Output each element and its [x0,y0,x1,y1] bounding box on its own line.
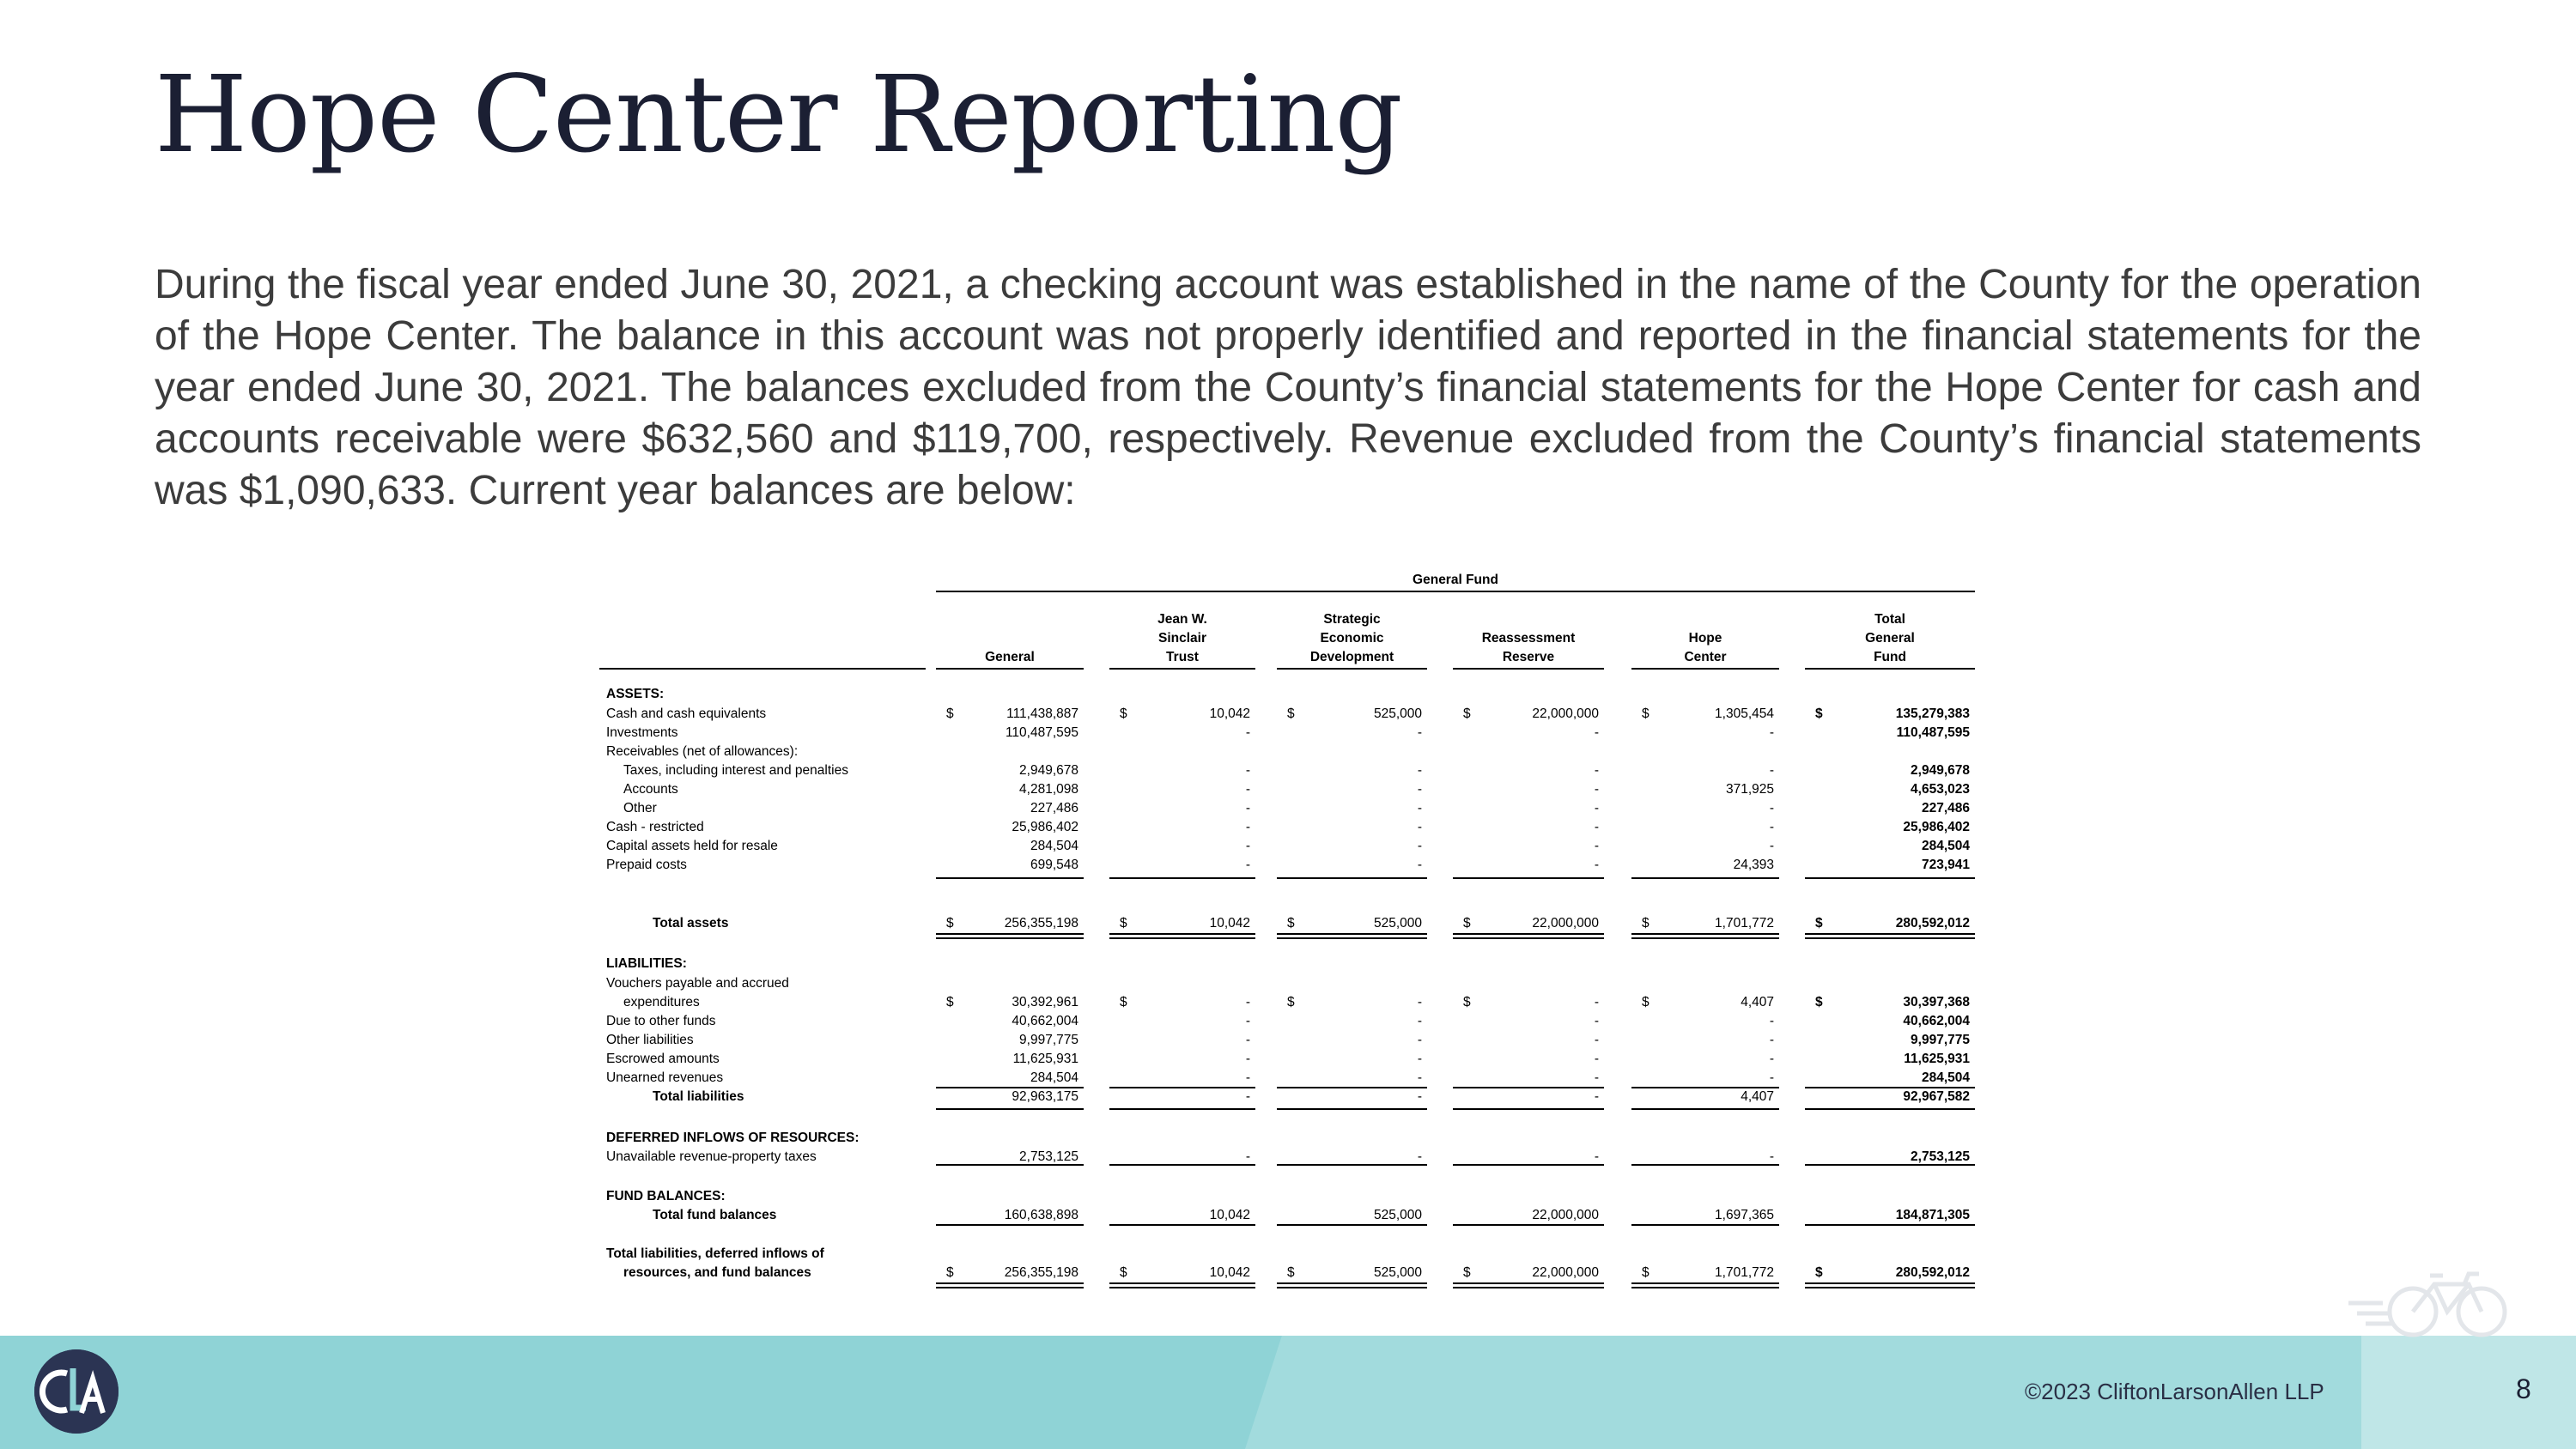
cell-value: 227,486 [1921,801,1970,815]
cell-value: 1,305,454 [1715,706,1774,721]
total-rule [1109,1108,1255,1110]
cell-value: - [1417,1070,1422,1085]
cell-value: 227,486 [1030,801,1078,815]
cell-value: - [1769,1149,1774,1164]
cell-value: 11,625,931 [1904,1052,1970,1066]
subtotal-rule [1277,1164,1427,1166]
cell-value: - [1417,1033,1422,1047]
cell-value: - [1769,1052,1774,1066]
cell-value: 2,753,125 [1911,1149,1970,1164]
dollar-sign: $ [1120,995,1127,1009]
subtotal-rule [1277,1087,1427,1088]
total-double-rule [936,1282,1084,1288]
cell-value: - [1594,782,1599,797]
dollar-sign: $ [946,916,954,931]
cell-value: - [1245,1070,1250,1085]
subtotal-rule [1631,877,1779,879]
subtotal-rule [1453,1224,1604,1226]
cell-value: - [1417,1014,1422,1028]
subtotal-rule [1109,877,1255,879]
cell-value: 135,279,383 [1895,706,1970,721]
cell-value: - [1245,782,1250,797]
cell-value: - [1594,1052,1599,1066]
total-double-rule [1453,933,1604,939]
dollar-sign: $ [1287,916,1295,931]
total-rule [1453,1108,1604,1110]
cell-value: 280,592,012 [1895,1265,1970,1280]
cell-value: 10,042 [1209,1265,1250,1280]
cell-value: - [1417,801,1422,815]
cell-value: - [1417,820,1422,834]
row-label: Total liabilities, deferred inflows of [606,1246,824,1261]
total-rule [936,1108,1084,1110]
subtotal-rule [1805,1087,1975,1088]
column-header-rule [1453,668,1604,670]
total-double-rule [1631,933,1779,939]
column-header: Reassessment [1481,631,1576,646]
dollar-sign: $ [1642,995,1649,1009]
dollar-sign: $ [1287,995,1295,1009]
dollar-sign: $ [1642,1265,1649,1280]
row-label: Other liabilities [606,1033,694,1047]
cell-value: 10,042 [1209,916,1250,931]
row-label: FUND BALANCES: [606,1189,726,1203]
subtotal-rule [1109,1164,1255,1166]
cell-value: 723,941 [1921,858,1970,872]
dollar-sign: $ [946,1265,954,1280]
cell-value: 2,949,678 [1911,763,1970,778]
group-header: General Fund [1413,573,1498,587]
row-label: expenditures [623,995,700,1009]
column-header: Trust [1166,650,1199,664]
cell-value: 40,662,004 [1903,1014,1970,1028]
cell-value: - [1769,763,1774,778]
cell-value: 525,000 [1373,1265,1422,1280]
subtotal-rule [1631,1164,1779,1166]
cell-value: 525,000 [1373,1208,1422,1222]
column-header: Development [1309,650,1394,664]
row-label: Investments [606,725,678,740]
cell-value: 2,949,678 [1019,763,1078,778]
cell-value: 2,753,125 [1019,1149,1078,1164]
cell-value: - [1769,725,1774,740]
cell-value: - [1594,820,1599,834]
cell-value: 525,000 [1373,706,1422,721]
cell-value: - [1769,801,1774,815]
cell-value: - [1417,763,1422,778]
column-header: Center [1684,650,1727,664]
cell-value: 9,997,775 [1911,1033,1970,1047]
dollar-sign: $ [946,706,954,721]
cell-value: 4,653,023 [1911,782,1970,797]
row-label: Other [623,801,657,815]
cell-value: - [1417,725,1422,740]
dollar-sign: $ [1120,706,1127,721]
bicycle-icon [2348,1269,2512,1342]
cell-value: 256,355,198 [1004,1265,1078,1280]
cell-value: 110,487,595 [1005,725,1078,740]
page-number: 8 [2516,1373,2531,1404]
subtotal-rule [936,1224,1084,1226]
cell-value: 10,042 [1209,1208,1250,1222]
cla-logo [34,1349,118,1434]
cell-value: - [1594,801,1599,815]
cell-value: 110,487,595 [1896,725,1970,740]
row-label: resources, and fund balances [623,1265,811,1280]
subtotal-rule [1277,1224,1427,1226]
cell-value: 1,701,772 [1715,916,1774,931]
total-double-rule [1453,1282,1604,1288]
dollar-sign: $ [1815,995,1823,1009]
cell-value: - [1245,1052,1250,1066]
cell-value: - [1245,858,1250,872]
subtotal-rule [1453,1164,1604,1166]
subtotal-rule [1453,877,1604,879]
cell-value: - [1245,839,1250,853]
column-header-rule [936,668,1084,670]
column-header-rule [1805,668,1975,670]
cell-value: - [1594,725,1599,740]
cell-value: 1,701,772 [1715,1265,1774,1280]
cell-value: - [1417,782,1422,797]
copyright: ©2023 CliftonLarsonAllen LLP [2025,1379,2324,1404]
cell-value: 92,963,175 [1012,1089,1078,1104]
row-label: LIABILITIES: [606,956,687,971]
dollar-sign: $ [1463,995,1471,1009]
cell-value: 9,997,775 [1019,1033,1078,1047]
row-label: Total liabilities [653,1089,744,1104]
dollar-sign: $ [1120,1265,1127,1280]
cell-value: 1,697,365 [1715,1208,1774,1222]
cell-value: 256,355,198 [1004,916,1078,931]
subtotal-rule [936,1164,1084,1166]
column-header-rule [1631,668,1779,670]
cell-value: - [1594,1014,1599,1028]
subtotal-rule [1109,1224,1255,1226]
cell-value: - [1594,1089,1599,1104]
column-header: Total [1874,612,1905,627]
total-double-rule [1277,1282,1427,1288]
cell-value: - [1769,1033,1774,1047]
cell-value: 4,407 [1741,995,1774,1009]
cell-value: - [1245,1089,1250,1104]
cell-value: - [1594,858,1599,872]
cell-value: 30,397,368 [1903,995,1970,1009]
column-header: Fund [1874,650,1906,664]
cell-value: - [1769,1070,1774,1085]
cell-value: - [1417,1149,1422,1164]
row-label: Escrowed amounts [606,1052,720,1066]
cell-value: - [1769,839,1774,853]
cell-value: 22,000,000 [1532,1208,1599,1222]
total-double-rule [1277,933,1427,939]
subtotal-rule [1631,1224,1779,1226]
row-label: Prepaid costs [606,858,687,872]
cell-value: 40,662,004 [1012,1014,1078,1028]
column-header: General [985,650,1035,664]
cell-value: - [1245,763,1250,778]
subtotal-rule [1109,1087,1255,1088]
subtotal-rule [1805,1164,1975,1166]
column-header: Hope [1688,631,1722,646]
cell-value: - [1245,1014,1250,1028]
row-label: Unavailable revenue-property taxes [606,1149,817,1164]
cell-value: 284,504 [1030,1070,1078,1085]
cell-value: 280,592,012 [1895,916,1970,931]
subtotal-rule [1631,1087,1779,1088]
cell-value: - [1417,839,1422,853]
cell-value: - [1245,820,1250,834]
cell-value: - [1594,1070,1599,1085]
cell-value: - [1245,725,1250,740]
dollar-sign: $ [946,995,954,1009]
row-label: DEFERRED INFLOWS OF RESOURCES: [606,1131,860,1145]
cell-value: 30,392,961 [1012,995,1078,1009]
column-header: Economic [1320,631,1384,646]
cell-value: - [1245,801,1250,815]
cell-value: 160,638,898 [1004,1208,1078,1222]
cell-value: 22,000,000 [1532,706,1599,721]
total-rule [1277,1108,1427,1110]
column-header-rule [1277,668,1427,670]
cell-value: - [1594,763,1599,778]
subtotal-rule [1805,1224,1975,1226]
cell-value: 11,625,931 [1012,1052,1078,1066]
dollar-sign: $ [1815,706,1823,721]
column-header: Sinclair [1158,631,1206,646]
dollar-sign: $ [1815,1265,1823,1280]
cell-value: - [1417,858,1422,872]
cell-value: - [1417,995,1422,1009]
column-header-rule [1109,668,1255,670]
row-label: Unearned revenues [606,1070,724,1085]
column-header: Jean W. [1157,612,1207,627]
cell-value: 284,504 [1921,1070,1970,1085]
row-label: Receivables (net of allowances): [606,744,799,759]
cell-value: 184,871,305 [1895,1208,1970,1222]
dollar-sign: $ [1463,916,1471,931]
cell-value: 10,042 [1209,706,1250,721]
dollar-sign: $ [1120,916,1127,931]
cell-value: 4,281,098 [1019,782,1078,797]
subtotal-rule [936,1087,1084,1088]
total-double-rule [1109,1282,1255,1288]
slide-paragraph: During the fiscal year ended June 30, 2021, a checking account was established in the name of the County for the operation of the Hope Center. The balance in this account was not properly identified and reported in the financial statements for the year ended June 30, 2021. The balances excluded from the County’s financial statements for the Hope Center for cash and accounts receivable were $632,560 and $119,700, respectively. Revenue excluded from the County’s financial statements was $1,090,633. Current year balances are below: [155,262,2421,513]
dollar-sign: $ [1287,1265,1295,1280]
dollar-sign: $ [1642,706,1649,721]
total-double-rule [1631,1282,1779,1288]
cell-value: 699,548 [1030,858,1078,872]
total-rule [1805,1108,1975,1110]
subtotal-rule [1805,877,1975,879]
row-label: Total assets [653,916,729,931]
cell-value: - [1417,1052,1422,1066]
group-header-rule [936,591,1975,592]
column-header: General [1865,631,1915,646]
cell-value: - [1245,1033,1250,1047]
cell-value: 25,986,402 [1903,820,1970,834]
row-label: Capital assets held for resale [606,839,778,853]
total-double-rule [936,933,1084,939]
cell-value: 111,438,887 [1006,706,1078,721]
slide-title: Hope Center Reporting [155,53,1402,177]
row-label: Total fund balances [653,1208,777,1222]
cell-value: - [1594,839,1599,853]
cell-value: - [1594,995,1599,1009]
dollar-sign: $ [1463,1265,1471,1280]
row-label: Cash - restricted [606,820,704,834]
subtotal-rule [936,877,1084,879]
dollar-sign: $ [1642,916,1649,931]
column-header: Strategic [1323,612,1381,627]
cell-value: 22,000,000 [1532,916,1599,931]
row-label: Due to other funds [606,1014,716,1028]
row-label: Taxes, including interest and penalties [623,763,848,778]
cell-value: - [1594,1033,1599,1047]
cell-value: 24,393 [1733,858,1774,872]
total-rule [1631,1108,1779,1110]
cell-value: 4,407 [1741,1089,1774,1104]
cell-value: 525,000 [1373,916,1422,931]
row-label: Accounts [623,782,678,797]
row-label: Cash and cash equivalents [606,706,767,721]
subtotal-rule [1277,877,1427,879]
cell-value: 22,000,000 [1532,1265,1599,1280]
cell-value: - [1245,1149,1250,1164]
dollar-sign: $ [1815,916,1823,931]
cell-value: - [1594,1149,1599,1164]
cell-value: - [1769,1014,1774,1028]
total-double-rule [1805,933,1975,939]
cell-value: 92,967,582 [1903,1089,1970,1104]
cell-value: - [1417,1089,1422,1104]
total-double-rule [1805,1282,1975,1288]
cell-value: 284,504 [1030,839,1078,853]
label-header-rule [599,668,926,670]
cell-value: 25,986,402 [1012,820,1078,834]
dollar-sign: $ [1287,706,1295,721]
dollar-sign: $ [1463,706,1471,721]
cell-value: 284,504 [1921,839,1970,853]
row-label: ASSETS: [606,687,665,701]
total-double-rule [1109,933,1255,939]
row-label: Vouchers payable and accrued [606,976,789,991]
cell-value: - [1769,820,1774,834]
subtotal-rule [1453,1087,1604,1088]
column-header: Reserve [1502,650,1555,664]
cell-value: - [1245,995,1250,1009]
cell-value: 371,925 [1725,782,1774,797]
